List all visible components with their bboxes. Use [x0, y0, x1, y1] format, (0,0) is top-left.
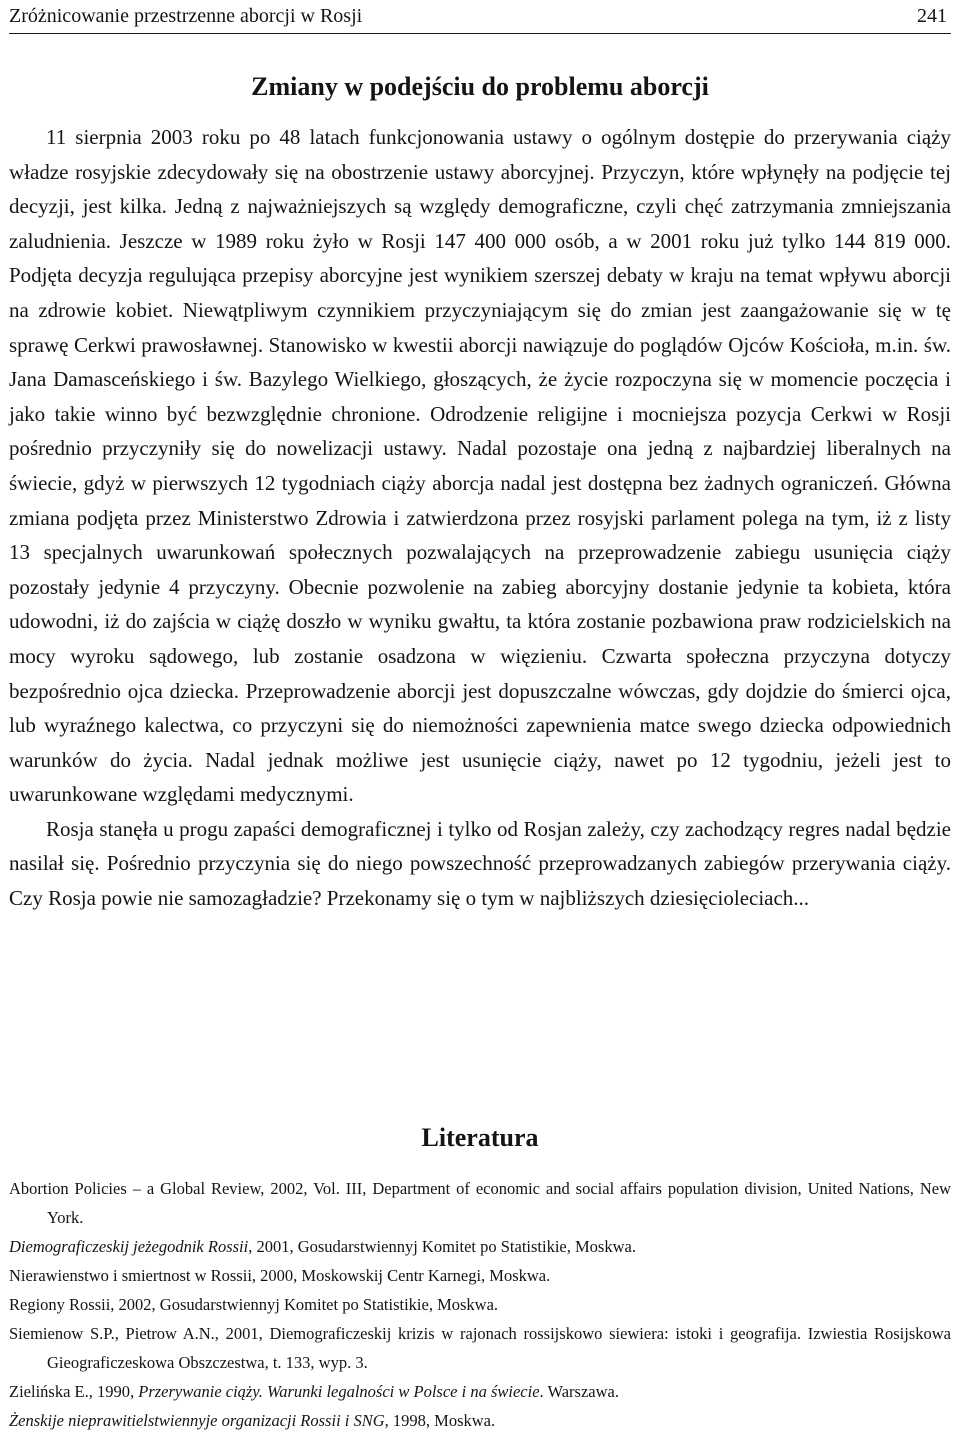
reference-title: Przerywanie ciąży. Warunki legalności w Polsce i na świecie [138, 1382, 540, 1401]
reference-item [9, 1232, 951, 1261]
section-heading: Zmiany w podejściu do problemu aborcji [251, 72, 709, 101]
running-header [9, 3, 951, 34]
reference-item [9, 1290, 951, 1319]
reference-title: Diemograficzeskij jeżegodnik Rossii [9, 1237, 249, 1256]
page-number: 241 [917, 5, 947, 27]
reference-text: , 2001, Gosudarstwiennyj Komitet po Statistikie, Moskwa. [248, 1237, 636, 1256]
document-page [9, 0, 951, 1435]
literature-heading: Literatura [421, 1123, 539, 1152]
reference-text: Siemienow S.P., Pietrow A.N., 2001, Diemograficzeskij krizis w rajonach rossijskowo siewiera: istoki i geografija. Izwiestia Rosijskowa Gieograficzeskowa Obszczestwa, t. 133, wyp. 3. [9, 1324, 951, 1372]
reference-text: . Warszawa. [539, 1382, 619, 1401]
reference-text: , 1998, Moskwa. [384, 1411, 496, 1430]
reference-title: Żenskije nieprawitielstwiennyje organizacji Rossii i SNG [9, 1411, 385, 1430]
paragraph: 11 sierpnia 2003 roku po 48 latach funkcjonowania ustawy o ogólnym dostępie do przerywania ciąży władze rosyjskie zdecydowały się na obostrzenie ustawy aborcyjnej. Przyczyn, które wpłynęły na podjęcie tej decyzji, jest kilka. Jedną z najważniejszych są względy demograficzne, czyli chęć zatrzymania zmniejszania zaludnienia. Jeszcze w 1989 roku żyło w Rosji 147 400 000 osób, a w 2001 roku już tylko 144 819 000. Podjęta decyzja regulująca przepisy aborcyjne jest wynikiem szerszej debaty w kraju na temat wpływu aborcji na zdrowie kobiet. Niewątpliwym czynnikiem przyczyniającym się do zmian jest zaangażowanie się w tę sprawę Cerkwi prawosławnej. Stanowisko w kwestii aborcji nawiązuje do poglądów Ojców Kościoła, m.in. św. Jana Damasceńskiego i św. Bazylego Wielkiego, głoszących, że życie rozpoczyna się w momencie poczęcia i jako takie winno być bezwzględnie chronione. Odrodzenie religijne i mocniejsza pozycja Cerkwi w Rosji pośrednio przyczyniły się do nowelizacji ustawy. Nadal pozostaje ona jedną z najbardziej liberalnych na świecie, gdyż w pierwszych 12 tygodniach ciąży aborcja nadal jest dostępna bez żadnych ograniczeń. Główna zmiana podjęta przez Ministerstwo Zdrowia i zatwierdzona przez rosyjski parlament polega na tym, iż z listy 13 specjalnych uwarunkowań społecznych pozwalających na przeprowadzenie zabiegu usunięcia ciąży pozostały jedynie 4 przyczyny. Obecnie pozwolenie na zabieg aborcyjny dostanie jedynie ta kobieta, która udowodni, iż do zajścia w ciążę doszło w wyniku gwałtu, ta która zostanie pozbawiona praw rodzicielskich na mocy wyroku sądowego, lub zostanie osadzona w więzieniu. Czwarta społeczna przyczyna dotyczy bezpośrednio ojca dziecka. Przeprowadzenie aborcji jest dopuszczalne wówczas, gdy dojdzie do śmierci ojca, lub wyraźnego kalectwa, co przyczyni się do niemożności zapewnienia matce swego dziecka odpowiednich warunków do życia. Nadal jednak możliwe jest usunięcie ciąży, nawet po 12 tygodniu, jeżeli jest to uwarunkowane względami medycznymi. [9, 125, 951, 807]
body-text [9, 120, 951, 916]
reference-item [9, 1174, 951, 1232]
reference-list [9, 1174, 951, 1435]
reference-item [9, 1377, 951, 1406]
reference-item [9, 1406, 951, 1435]
reference-item [9, 1319, 951, 1377]
reference-text: Abortion Policies – a Global Review, 2002, Vol. III, Department of economic and social affairs population division, United Nations, New York. [9, 1179, 951, 1227]
paragraph: Rosja stanęła u progu zapaści demograficznej i tylko od Rosjan zależy, czy zachodzący regres nadal będzie nasilał się. Pośrednio przyczynia się do niego powszechność przeprowadzanych zabiegów przerywania ciąży. Czy Rosja powie nie samozagładzie? Przekonamy się o tym w najbliższych dziesięcioleciach... [9, 816, 951, 911]
reference-text: Regiony Rossii, 2002, Gosudarstwiennyj Komitet po Statistikie, Moskwa. [9, 1295, 499, 1314]
reference-text: Nierawienstwo i smiertnost w Rossii, 2000, Moskowskij Centr Karnegi, Moskwa. [9, 1266, 551, 1285]
reference-item [9, 1261, 951, 1290]
running-title: Zróżnicowanie przestrzenne aborcji w Rosji [9, 5, 363, 27]
reference-author: Zielińska E., 1990, [9, 1382, 139, 1401]
